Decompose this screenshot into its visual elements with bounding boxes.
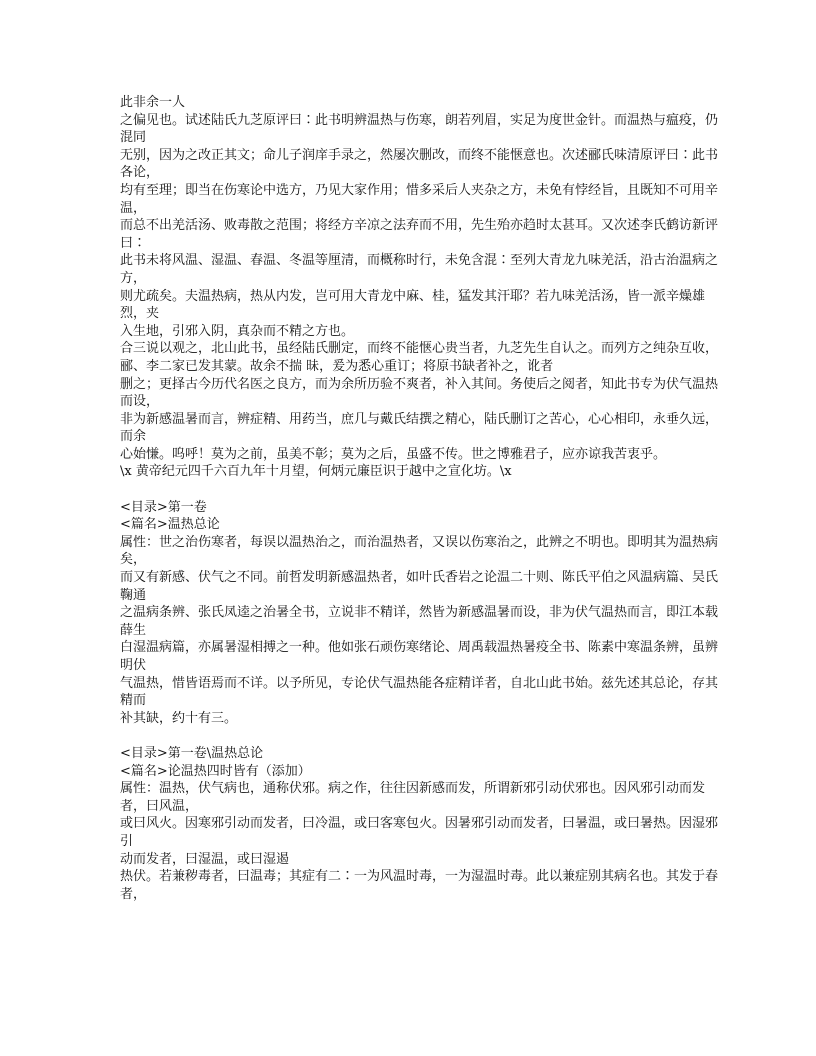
text-line: 此非余一人 [120, 95, 186, 110]
section-four-seasons [120, 745, 718, 903]
chapter-title: <篇名>温热总论 [120, 517, 220, 533]
text-line: 之偏见也。试述陆氏九芝原评曰∶此书明辨温热与伤寒，朗若列眉，实足为度世金针。而温热与瘟疫，仍混同 [120, 112, 719, 146]
text-line: \x 黄帝纪元四千六百九年十月望，何炳元廉臣识于越中之宣化坊。\x [120, 464, 512, 480]
paragraph-gap [120, 727, 718, 745]
text-line: 动而发者，曰湿温，或曰湿遏 [120, 851, 290, 867]
catalog-heading: <目录>第一卷\温热总论 [120, 745, 264, 761]
catalog-heading: <目录>第一卷 [120, 499, 207, 515]
text-line: 之温病条辨、张氏凤逵之治暑全书，立说非不精详，然皆为新感温暑而设，非为伏气温热而言，即江本载薛生 [120, 605, 719, 638]
paragraph-gap [120, 481, 718, 499]
text-line: 心始慊。呜呼！莫为之前，虽美不彰；莫为之后，虽盛不传。世之博雅君子，应亦谅我苦衷乎。 [120, 446, 667, 462]
text-line: 删之；更择古今历代名医之良方，而为余所历验不爽者，补入其间。务使后之阅者，知此书专为伏气温热而设， [120, 376, 719, 410]
chapter-title: <篇名>论温热四时皆有（添加） [120, 763, 311, 779]
preface-block [120, 94, 718, 481]
text-line: 而总不出羌活汤、败毒散之范围；将经方辛凉之法弃而不用，先生殆亦趋时太甚耳。又次述李氏鹤访新评曰∶ [120, 218, 719, 251]
text-line: 属性：温热，伏气病也，通称伏邪。病之作，往往因新感而发，所谓新邪引动伏邪也。因风邪引动而发者，曰风温， [120, 781, 706, 814]
text-line: 则尤疏矣。夫温热病，热从内发，岂可用大青龙中麻、桂，猛发其汗耶？若九味羌活汤，皆一派辛燥雄烈，夹 [120, 288, 706, 322]
text-line: 或曰风火。因寒邪引动而发者，曰冷温，或曰客寒包火。因暑邪引动而发者，曰暑温，或曰暑热。因湿邪引 [120, 816, 719, 849]
text-line: 均有至理；即当在伤寒论中选方，乃见大家作用；惜多采后人夹杂之方，未免有悖经旨，且既知不可用辛温， [120, 182, 719, 216]
text-line: 无别，因为之改正其文；命儿子润庠手录之，然屡次删改，而终不能惬意也。次述郦氏味清原评曰∶此书各论， [120, 147, 719, 181]
section-general-discussion [120, 499, 718, 728]
text-line: 入生地，引邪入阴，真杂而不精之方也。 [120, 323, 355, 339]
text-line: 合三说以观之，北山此书，虽经陆氏删定，而终不能惬心贵当者，九芝先生自认之。而列方之纯杂互收， [120, 341, 719, 357]
text-line: 气温热，惜皆语焉而不详。以予所见，专论伏气温热能各症精详者，自北山此书始。兹先述其总论，存其精而 [120, 675, 719, 709]
text-line: 白湿温病篇，亦属暑湿相搏之一种。他如张石顽伤寒绪论、周禹载温热暑疫全书、陈素中寒温条辨，虽辨明伏 [120, 640, 719, 673]
text-line: 属性：世之治伤寒者，每误以温热治之，而治温热者，又误以伤寒治之，此辨之不明也。即明其为温热病矣， [120, 534, 719, 568]
document-page [120, 94, 718, 903]
text-line: 此书未将风温、湿温、春温、冬温等厘清，而概称时行，未免含混∶至列大青龙九味羌活，沿古治温病之方， [120, 253, 719, 286]
text-line: 郦、李二家已发其蒙。故余不揣 昧，爰为悉心重订；将原书缺者补之，讹者 [120, 358, 554, 374]
text-line: 而又有新感、伏气之不同。前哲发明新感温热者，如叶氏香岩之论温二十则、陈氏平伯之风温病篇、吴氏鞠通 [120, 570, 719, 603]
text-line: 补其缺，约十有三。 [120, 710, 238, 726]
text-line: 非为新感温暑而言，辨症精、用药当，庶几与戴氏结撰之精心，陆氏删订之苦心，心心相印，永垂久远，而余 [120, 411, 719, 445]
text-line: 热伏。若兼秽毒者，曰温毒；其症有二∶一为风温时毒，一为湿温时毒。此以兼症别其病名也。其发于春者， [120, 869, 719, 902]
